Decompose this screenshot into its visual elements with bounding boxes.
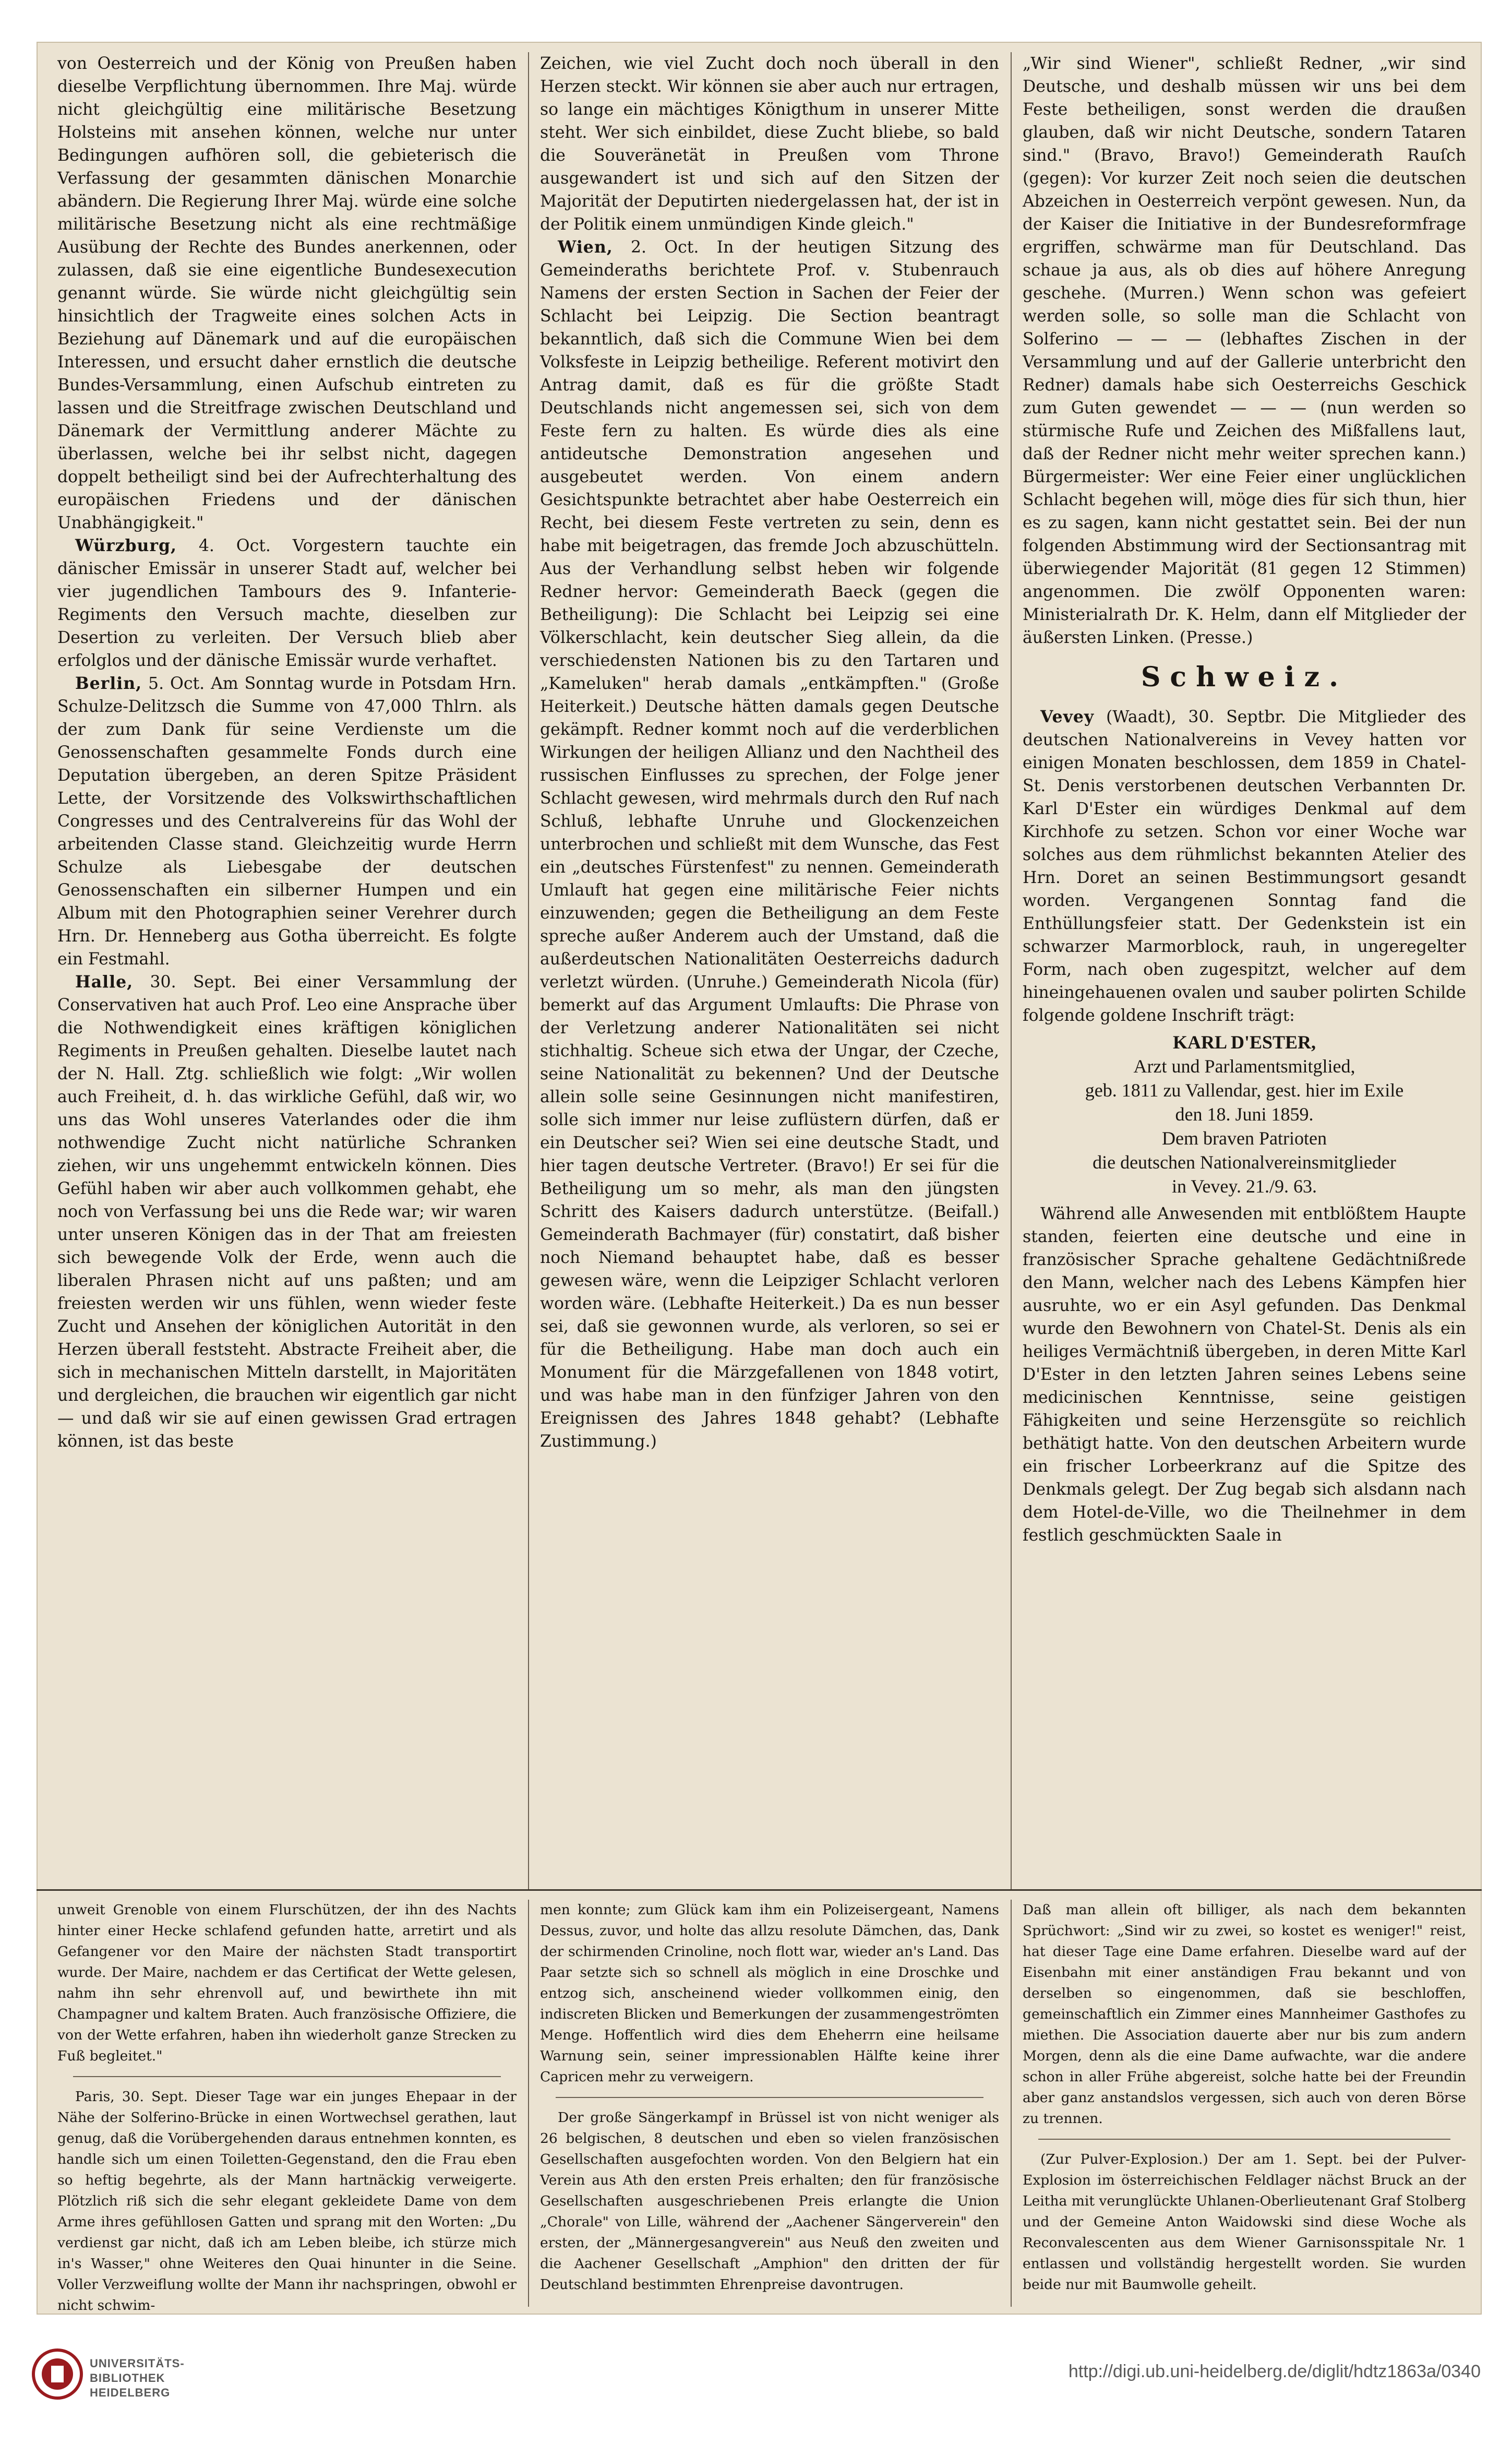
- upper-section: [57, 52, 1466, 1889]
- column-3: [1023, 52, 1466, 1889]
- dateline-place: Halle,: [75, 972, 134, 992]
- inscription-line: den 18. Juni 1859.: [1175, 1104, 1314, 1125]
- dateline-place: Wien,: [558, 237, 613, 257]
- article-separator: [73, 2076, 501, 2077]
- article-berlin: [57, 672, 517, 971]
- article-separator: [1038, 2139, 1450, 2140]
- inscription-line: Dem braven Patrioten: [1162, 1128, 1327, 1149]
- library-logo: [31, 2338, 188, 2421]
- article-text: 2. Oct. In der heutigen Sitzung des Gemeinderaths berichtete Prof. v. Stubenrauch Namens der ersten Section in Sachen der Feier der Schlacht bei Leipzig. Die Section beantragt bekanntlich, daß sich die Commune Wien bei dem Volksfeste in Leipzig betheilige. Referent motivirt den Antrag damit, daß es für die größte Stadt Deutschlands nicht angemessen sei, sich von dem Feste fern zu halten. Es würde dies als eine antideutsche Demonstration angesehen und ausgebeutet werden. Von einem andern Gesichtspunkte betrachtet aber habe Oesterreich ein Recht, bei diesem Feste vertreten zu sein, denn es habe mit beigetragen, das fremde Joch abzuschütteln. Aus der Verhandlung selbst heben wir folgende Redner hervor: Gemeinderath Baeck (gegen die Betheiligung): Die Schlacht bei Leipzig sei eine Völkerschlacht, kein deutscher Sieg allein, da die verschiedensten Nationen bis zu den Tartaren und „Kameluken" herab damals „entkämpften." (Große Heiterkeit.) Deutsche hätten damals gegen Deutsche gekämpft. Redner kommt noch auf die verderblichen Wirkungen der heiligen Allianz und den Nachtheil des russischen Einflusses zu sprechen, der Folge jener Schlacht gewesen, wird mehrmals durch den Ruf nach Schluß, lebhafte Unruhe und Glockenzeichen unterbrochen und schließt mit dem Wunsche, das Fest ein „deutsches Fürstenfest" zu nennen. Gemeinderath Umlauft hat gegen eine militärische Feier nichts einzuwenden; gegen die Betheiligung an dem Feste spreche außer Anderem auch der Umstand, daß die außerdeutschen Nationalitäten Oesterreichs dadurch verletzt würden. (Unruhe.) Gemeinderath Nicola (für) bemerkt auf das Argument Umlaufts: Die Phrase von der Verletzung anderer Nationalitäten sei nicht stichhaltig. Scheue sich etwa der Ungar, der Czeche, seine Nationalität zu bekennen? Und der Deutsche allein solle seine Gesinnungen nicht manifestiren, solle sich immer nur leise zuflüstern dürfen, daß er ein Deutscher sei? Wien sei eine deutsche Stadt, und hier tagen deutsche Vertreter. (Bravo!) Er sei für die Betheiligung um so mehr, als man den jüngsten Schritt des Kaisers dadurch unterstütze. (Beifall.) Gemeinderath Bachmayer (für) constatirt, daß bisher noch Niemand behauptet habe, daß es besser gewesen wäre, wenn die Leipziger Schlacht verloren worden wäre. (Lebhafte Heiterkeit.) Da es nun besser sei, daß sie gewonnen wurde, als verloren, so sei er für die Betheiligung. Habe man doch auch ein Monument für die Märzgefallenen von 1848 votirt, und was habe man in den fünfziger Jahren von den Ereignissen des Jahres 1848 gehabt? (Lebhafte Zustimmung.): [540, 238, 999, 1451]
- article-paragraph: unweit Grenoble von einem Flurschützen, der ihn des Nachts hinter einer Hecke schlafend gefunden hatte, arretirt und als Gefangener vor den Maire der nächsten Stadt transportirt wurde. Der Maire, nachdem er das Certificat der Wette gelesen, nahm ihn sehr ehrenvoll auf, und bewirthete ihn mit Champagner und kaltem Braten. Auch französische Offiziere, die von der Wette erfahren, haben ihn wiederholt ganze Strecken zu Fuß begleitet.": [57, 1902, 517, 2064]
- digitization-footer: [0, 2315, 1512, 2444]
- article-paragraph: „Wir sind Wiener", schließt Redner, „wir sind Deutsche, und deshalb müssen wir uns bei dem Feste betheiligen, sonst werden die draußen glauben, daß wir nicht Deutsche, sondern Tataren sind." (Bravo, Bravo!) Gemeinderath Rauſch (gegen): Vor kurzer Zeit noch seien die deutschen Abzeichen in Oesterreich verpönt gewesen. Nun, da der Kaiser die Initiative in der Bundesreformfrage ergriffen, schwärme man für Deutschland. Das schaue ja aus, als ob dies auf höhere Anregung geschehe. (Murren.) Wenn schon was gefeiert werden solle, so solle man die Schlacht von Solferino — — — (lebhaftes Zischen in der Versammlung und auf der Gallerie unterbricht den Redner) damals habe sich Oesterreichs Geschick zum Guten gewendet — — — (nun werden so stürmische Rufe und Zeichen des Mißfallens laut, daß der Redner nicht mehr weiter sprechen kann.) Bürgermeister: Wer eine Feier einer unglücklichen Schlacht begehen will, möge dies für sich thun, hier es zu sagen, kann nicht gestattet sein. Bei der nun folgenden Abstimmung wird der Sectionsantrag mit überwiegender Majorität (81 gegen 12 Stimmen) angenommen. Die zwölf Opponenten waren: Ministerialrath Dr. K. Helm, dann elf Mitglieder der äußersten Linken. (Presse.): [1023, 54, 1466, 647]
- article-vevey: [1023, 706, 1466, 1027]
- inscription-line: Arzt und Parlamentsmitglied,: [1133, 1056, 1355, 1077]
- article-wuerzburg: [57, 534, 517, 672]
- feuilleton-section: [57, 1900, 1466, 2314]
- article-wien: [540, 236, 999, 1453]
- library-name-line: HEIDELBERG: [90, 2386, 171, 2399]
- dateline-place: Würzburg,: [75, 536, 177, 555]
- inscription-block: [1023, 1030, 1466, 1198]
- article-paragraph: Der große Sängerkampf in Brüssel ist von nicht weniger als 26 belgischen, 8 deutschen und eben so vielen französischen Gesellschaften ausgefochten worden. Von den Belgiern hat ein Verein aus Ath den ersten Preis erhalten; den für französische Gesellschaften ausgeschriebenen Preis erlangte die Union „Chorale" von Lille, während der „Aachener Sängerverein" den ersten, der „Männergesangverein" aus Neuß den zweiten und die Aachener Gesellschaft „Amphion" den dritten der für Deutschland bestimmten Ehrenpreise davontrugen.: [540, 2109, 999, 2293]
- article-paragraph: men konnte; zum Glück kam ihm ein Polizeisergeant, Namens Dessus, zuvor, und holte das allzu resolute Dämchen, das, Dank der schirmenden Crinoline, noch flott war, wieder an's Land. Das Paar setzte sich so schnell als möglich in eine Droschke und entzog sich, anscheinend wieder vollkommen einig, den indiscreten Blicken und Bemerkungen der zusammengeströmten Menge. Hoffentlich wird dies dem Eheherrn eine heilsame Warnung sein, seiner impressionablen Hälfte keine ihrer Capricen mehr zu verweigern.: [540, 1902, 999, 2085]
- column-divider: [528, 52, 529, 1889]
- library-seal-icon: [31, 2348, 83, 2400]
- dateline-place: Berlin,: [75, 674, 142, 693]
- column-divider: [528, 1900, 529, 2307]
- feuilleton-column-1: [57, 1900, 517, 2314]
- column-2: [540, 52, 999, 1889]
- library-name-line: UNIVERSITÄTS-: [90, 2357, 185, 2370]
- article-paragraph: Paris, 30. Sept. Dieser Tage war ein junges Ehepaar in der Nähe der Solferino-Brücke in einen Wortwechsel gerathen, laut genug, daß die Vorübergehenden daraus entnehmen konnten, es handle sich um einen Toiletten-Gegenstand, den die Frau eben so heftig begehrte, als der Mann hartnäckig verweigerte. Plötzlich riß sich die sehr elegant gekleidete Dame von dem Arme ihres gefühllosen Gatten und sprang mit den Worten: „Du verdienst gar nicht, daß ich am Leben bleibe, ich stürze mich in's Wasser," ohne Weiteres den Quai hinunter in die Seine. Voller Verzweiflung wollte der Mann ihr nachspringen, obwohl er nicht schwim-: [57, 2089, 517, 2314]
- article-text: (Waadt), 30. Septbr. Die Mitglieder des deutschen Nationalvereins in Vevey hatten vor einigen Monaten beschlossen, dem 1859 in Chatel-St. Denis verstorbenen deutschen Verbannten Dr. Karl D'Ester ein würdiges Denkmal auf dem Kirchhofe zu setzen. Schon vor einer Woche war solches aus dem rühmlichst bekannten Atelier des Hrn. Doret an seinen Bestimmungsort gesandt worden. Vergangenen Sonntag fand die Enthüllungsfeier statt. Der Gedenkstein ist ein schwarzer Marmorblock, rauh, in ungeregelter Form, nach oben zugespitzt, welcher auf dem hineingehauenen ovalen und sauber polirten Schilde folgende goldene Inschrift trägt:: [1023, 708, 1466, 1025]
- article-text: 30. Sept. Bei einer Versammlung der Conservativen hat auch Prof. Leo eine Ansprache über die Nothwendigkeit eines kräftigen königlichen Regiments in Preußen gehalten. Dieselbe lautet nach der N. Hall. Ztg. schließlich wie folgt: „Wir wollen auch Freiheit, d. h. das wirkliche Gefühl, daß wir, wo uns das Wohl unseres Vaterlandes oder die ihm nothwendige Zucht nicht natürliche Schranken ziehen, wir uns ungehemmt entwickeln können. Dies Gefühl haben wir aber auch vollkommen gehabt, ehe noch von Verfassung bei uns die Rede war; wir waren unter unseren Königen das in der That am freiesten sich bewegende Volk der Erde, wenn auch die liberalen Phrasen nicht auf uns paßten; und am freiesten werden wir uns fühlen, wenn wieder feste Zucht und Ansehen der königlichen Autorität in den Herzen überall feststeht. Abstracte Freiheit aber, die sich in mechanischen Mitteln darstellt, in Majoritäten und dergleichen, die brauchen wir eigentlich gar nicht — und daß wir sie auf einen gewissen Grad ertragen können, ist das beste: [57, 973, 517, 1451]
- inscription-line: die deutschen Nationalvereinsmitglieder: [1093, 1152, 1396, 1173]
- article-paragraph: Zeichen, wie viel Zucht doch noch überall in den Herzen steckt. Wir können sie aber auch nur ertragen, so lange ein mächtiges Königthum in unserer Mitte steht. Wer sich einbildet, diese Zucht bliebe, so bald die Souveränetät in Preußen vom Throne ausgewandert ist und sich auf den Sitzen der Majorität der Deputirten niedergelassen hat, der ist in der Politik einem unmündigen Kinde gleich.": [540, 54, 999, 234]
- dateline-place: Vevey: [1040, 707, 1095, 726]
- article-halle: [57, 971, 517, 1453]
- inscription-line: in Vevey. 21./9. 63.: [1172, 1176, 1317, 1197]
- article-text: 5. Oct. Am Sonntag wurde in Potsdam Hrn. Schulze-Delitzsch die Summe von 47,000 Thlrn. als der zum Dank für seine Verdienste um die Genossenschaften gesammelte Fonds durch eine Deputation übergeben, an deren Spitze Präsident Lette, der Vorsitzende des Volkswirthschaftlichen Congresses und des Centralvereins für das Wohl der arbeitenden Classe stand. Gleichzeitig wurde Herrn Schulze als Liebesgabe der deutschen Genossenschaften ein silberner Humpen und ein Album mit den Photographien seiner Verehrer durch Hrn. Dr. Henneberg aus Gotha überreicht. Es folgte ein Festmahl.: [57, 674, 517, 969]
- feuilleton-column-3: [1023, 1900, 1466, 2307]
- column-1: [57, 52, 517, 1889]
- column-divider: [1011, 52, 1012, 1889]
- article-separator: [556, 2097, 983, 2098]
- inscription-line: KARL D'ESTER,: [1172, 1032, 1316, 1053]
- column-divider: [1011, 1900, 1012, 2307]
- article-text: 4. Oct. Vorgestern tauchte ein dänischer Emissär in unserer Stadt auf, welcher bei vier jugendlichen Tambours des 9. Infanterie-Regiments den Versuch machte, dieselben zur Desertion zu verleiten. Der Versuch blieb aber erfolglos und der dänische Emissär wurde verhaftet.: [57, 537, 517, 670]
- article-paragraph: Daß man allein oft billiger, als nach dem bekannten Sprüchwort: „Sind wir zu zwei, so kostet es weniger!" reist, hat dieser Tage eine Dame erfahren. Dieselbe ward auf der Eisenbahn mit einer anständigen Frau bekannt und von derselben so eingenommen, daß sie beschloffen, gemeinschaftlich ein Zimmer eines Mannheimer Gasthofes zu miethen. Die Association dauerte aber nur bis zum andern Morgen, denn als die eine Dame aufwachte, war die andere schon in aller Frühe abgereist, solche hatte bei der Freundin aber ganz anstandslos vergessen, sich auch von deren Börse zu trennen.: [1023, 1902, 1466, 2127]
- feuilleton-divider: [37, 1889, 1482, 1891]
- library-name: [90, 2356, 185, 2400]
- article-paragraph: (Zur Pulver-Explosion.) Der am 1. Sept. bei der Pulver-Explosion im österreichischen Feldlager nächst Bruck an der Leitha mit verunglückte Uhlanen-Oberlieutenant Graf Stolberg und der Gemeine Anton Waidowski sind diese Woche als Reconvalescenten aus dem Wiener Garnisonsspitale Nr. 1 entlassen und vollständig hergestellt worden. Sie wurden beide nur mit Baumwolle geheilt.: [1023, 2151, 1466, 2293]
- article-paragraph: Während alle Anwesenden mit entblößtem Haupte standen, feierten eine deutsche und eine in französischer Sprache gehaltene Gedächtnißrede den Mann, welcher nach des Lebens Kämpfen hier ausruhte, wo er ein Asyl gefunden. Das Denkmal wurde den Bewohnern von Chatel-St. Denis als ein heiliges Vermächtniß übergeben, in deren Mitte Karl D'Ester in den letzten Jahren seines Lebens seine medicinischen Kenntnisse, seine geistigen Fähigkeiten und seine Herzensgüte so reichlich bethätigt hatte. Von den deutschen Arbeitern wurde ein frischer Lorbeerkranz auf die Spitze des Denkmals gelegt. Der Zug begab sich alsdann nach dem Hotel-de-Ville, wo die Theilnehmer in dem festlich geschmückten Saale in: [1023, 1205, 1466, 1545]
- permalink-url[interactable]: http://digi.ub.uni-heidelberg.de/diglit/hdtz1863a/0340: [1068, 2362, 1481, 2381]
- library-name-line: BIBLIOTHEK: [90, 2371, 165, 2385]
- article-paragraph: von Oesterreich und der König von Preußen haben dieselbe Verpflichtung übernommen. Ihre Maj. würde nicht gleichgültig eine militärische Besetzung Holsteins mit ansehen können, welche nur unter Bedingungen aufhören soll, die gebieterisch die Verfassung der gesammten dänischen Monarchie abändern. Die Regierung Ihrer Maj. würde eine solche militärische Besetzung nicht als eine rechtmäßige Ausübung der Rechte des Bundes anerkennen, oder zulassen, daß sie eine eigentliche Bundesexecution genannt würde. Sie würde nicht gleichgültig sein hinsichtlich der Tragweite eines solchen Acts in Beziehung auf Dänemark und auf die europäischen Interessen, und ersucht daher ernstlich die deutsche Bundes-Versammlung, einen Aufschub eintreten zu lassen und die Streitfrage zwischen Deutschland und Dänemark der Vermittlung anderer Mächte zu überlassen, welche bei ihr selbst nicht, dagegen doppelt betheiligt sind bei der Aufrechterhaltung des europäischen Friedens und der dänischen Unabhängigkeit.": [57, 54, 517, 532]
- newspaper-page: [37, 42, 1482, 2315]
- inscription-line: geb. 1811 zu Vallendar, gest. hier im Exile: [1085, 1080, 1404, 1101]
- section-heading: Schweiz.: [1141, 661, 1348, 693]
- feuilleton-column-2: [540, 1900, 999, 2307]
